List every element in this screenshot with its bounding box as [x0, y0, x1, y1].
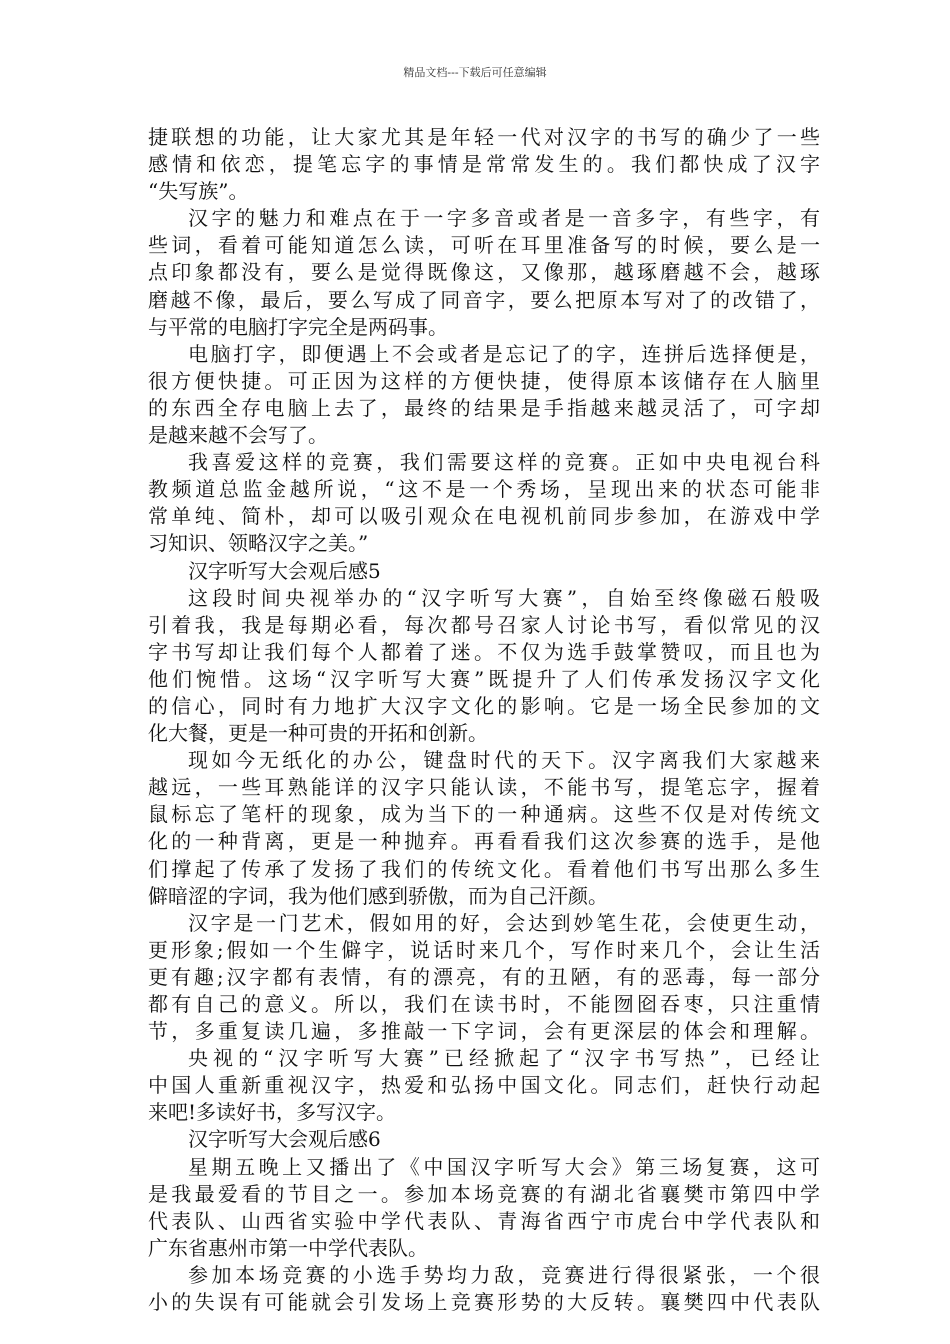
text-line: 星期五晚上又播出了《中国汉字听写大会》第三场复赛，这可 — [188, 1154, 820, 1179]
text-line: 中国人重新重视汉字，热爱和弘扬中国文化。同志们，赶快行动起 — [148, 1073, 820, 1098]
text-line: 们撑起了传承了发扬了我们的传统文化。看着他们书写出那么多生 — [148, 856, 820, 881]
text-line: 习知识、领略汉字之美。” — [148, 531, 369, 556]
text-line: 化大餐，更是一种可贵的开拓和创新。 — [148, 721, 488, 746]
text-line: “失写族”。 — [148, 179, 249, 204]
text-line: 些词，看着可能知道怎么读，可听在耳里准备写的时候，要么是一 — [148, 233, 820, 258]
text-line: 鼠标忘了笔杆的现象，成为当下的一种通病。这些不仅是对传统文 — [148, 802, 820, 827]
text-line: 化的一种背离，更是一种抛弃。再看看我们这次参赛的选手，是他 — [148, 829, 820, 854]
document-body — [148, 124, 820, 1316]
text-line: 广东省惠州市第一中学代表队。 — [148, 1235, 428, 1260]
text-line: 更有趣;汉字都有表情，有的漂亮，有的丑陋，有的恶毒，每一部分 — [148, 964, 820, 989]
text-line: 代表队、山西省实验中学代表队、青海省西宁市虎台中学代表队和 — [148, 1208, 820, 1233]
page-header: 精品文档---下载后可任意编辑 — [403, 66, 547, 79]
text-line: 这段时间央视举办的“汉字听写大赛”，自始至终像磁石般吸 — [188, 585, 820, 610]
text-line: 小的失误有可能就会引发场上竞赛形势的大反转。襄樊四中代表队 — [148, 1290, 820, 1315]
text-line: 现如今无纸化的办公，键盘时代的天下。汉字离我们大家越来 — [188, 748, 820, 773]
text-line: 汉字的魅力和难点在于一字多音或者是一音多字，有些字，有 — [188, 206, 820, 231]
text-line: 电脑打字，即便遇上不会或者是忘记了的字，连拼后选择便是， — [188, 341, 820, 366]
text-line: 点印象都没有，要么是觉得既像这，又像那，越琢磨越不会，越琢 — [148, 260, 820, 285]
text-line: 节，多重复读几遍，多推敲一下字词，会有更深层的体会和理解。 — [148, 1019, 820, 1044]
text-line: 很方便快捷。可正因为这样的方便快捷，使得原本该储存在人脑里 — [148, 368, 820, 393]
text-line: 汉字听写大会观后感5 — [188, 558, 381, 583]
text-line: 越远，一些耳熟能详的汉字只能认读，不能书写，提笔忘字，握着 — [148, 775, 820, 800]
text-line: 汉字听写大会观后感6 — [188, 1127, 381, 1152]
text-line: 他们惋惜。这场“汉字听写大赛”既提升了人们传承发扬汉字文化 — [148, 666, 820, 691]
text-line: 来吧!多读好书，多写汉字。 — [148, 1100, 397, 1125]
text-line: 是越来越不会写了。 — [148, 423, 328, 448]
text-line: 捷联想的功能，让大家尤其是年轻一代对汉字的书写的确少了一些 — [148, 125, 820, 149]
text-line: 的信心，同时有力地扩大汉字文化的影响。它是一场全民参加的文 — [148, 693, 820, 718]
text-line: 与平常的电脑打字完全是两码事。 — [148, 314, 448, 339]
text-line: 我喜爱这样的竞赛，我们需要这样的竞赛。正如中央电视台科 — [188, 450, 820, 475]
text-line: 僻暗涩的字词，我为他们感到骄傲，而为自己汗颜。 — [148, 883, 608, 908]
text-line: 字书写却让我们每个人都着了迷。不仅为选手鼓掌赞叹，而且也为 — [148, 639, 820, 664]
text-line: 都有自己的意义。所以，我们在读书时，不能囫囵吞枣，只注重情 — [148, 992, 820, 1016]
text-line: 更形象;假如一个生僻字，说话时来几个，写作时来几个，会让生活 — [148, 937, 820, 962]
text-line: 教频道总监金越所说，“这不是一个秀场，呈现出来的状态可能非 — [148, 477, 820, 502]
text-line: 参加本场竞赛的小选手势均力敌，竞赛进行得很紧张，一个很 — [188, 1262, 820, 1287]
text-line: 的东西全存电脑上去了，最终的结果是手指越来越灵活了，可字却 — [148, 395, 820, 420]
text-line: 磨越不像，最后，要么写成了同音字，要么把原本写对了的改错了， — [148, 287, 820, 312]
text-line: 常单纯、简朴，却可以吸引观众在电视机前同步参加，在游戏中学 — [148, 504, 820, 529]
text-line: 汉字是一门艺术，假如用的好，会达到妙笔生花，会使更生动， — [188, 910, 820, 935]
text-line: 感情和依恋，提笔忘字的事情是常常发生的。我们都快成了汉字 — [148, 152, 820, 177]
text-line: 是我最爱看的节目之一。参加本场竞赛的有湖北省襄樊市第四中学 — [148, 1181, 820, 1206]
text-line: 引着我，我是每期必看，每次都号召家人讨论书写，看似常见的汉 — [148, 612, 820, 637]
text-line: 央视的“汉字听写大赛”已经掀起了“汉字书写热”，已经让 — [188, 1046, 820, 1071]
